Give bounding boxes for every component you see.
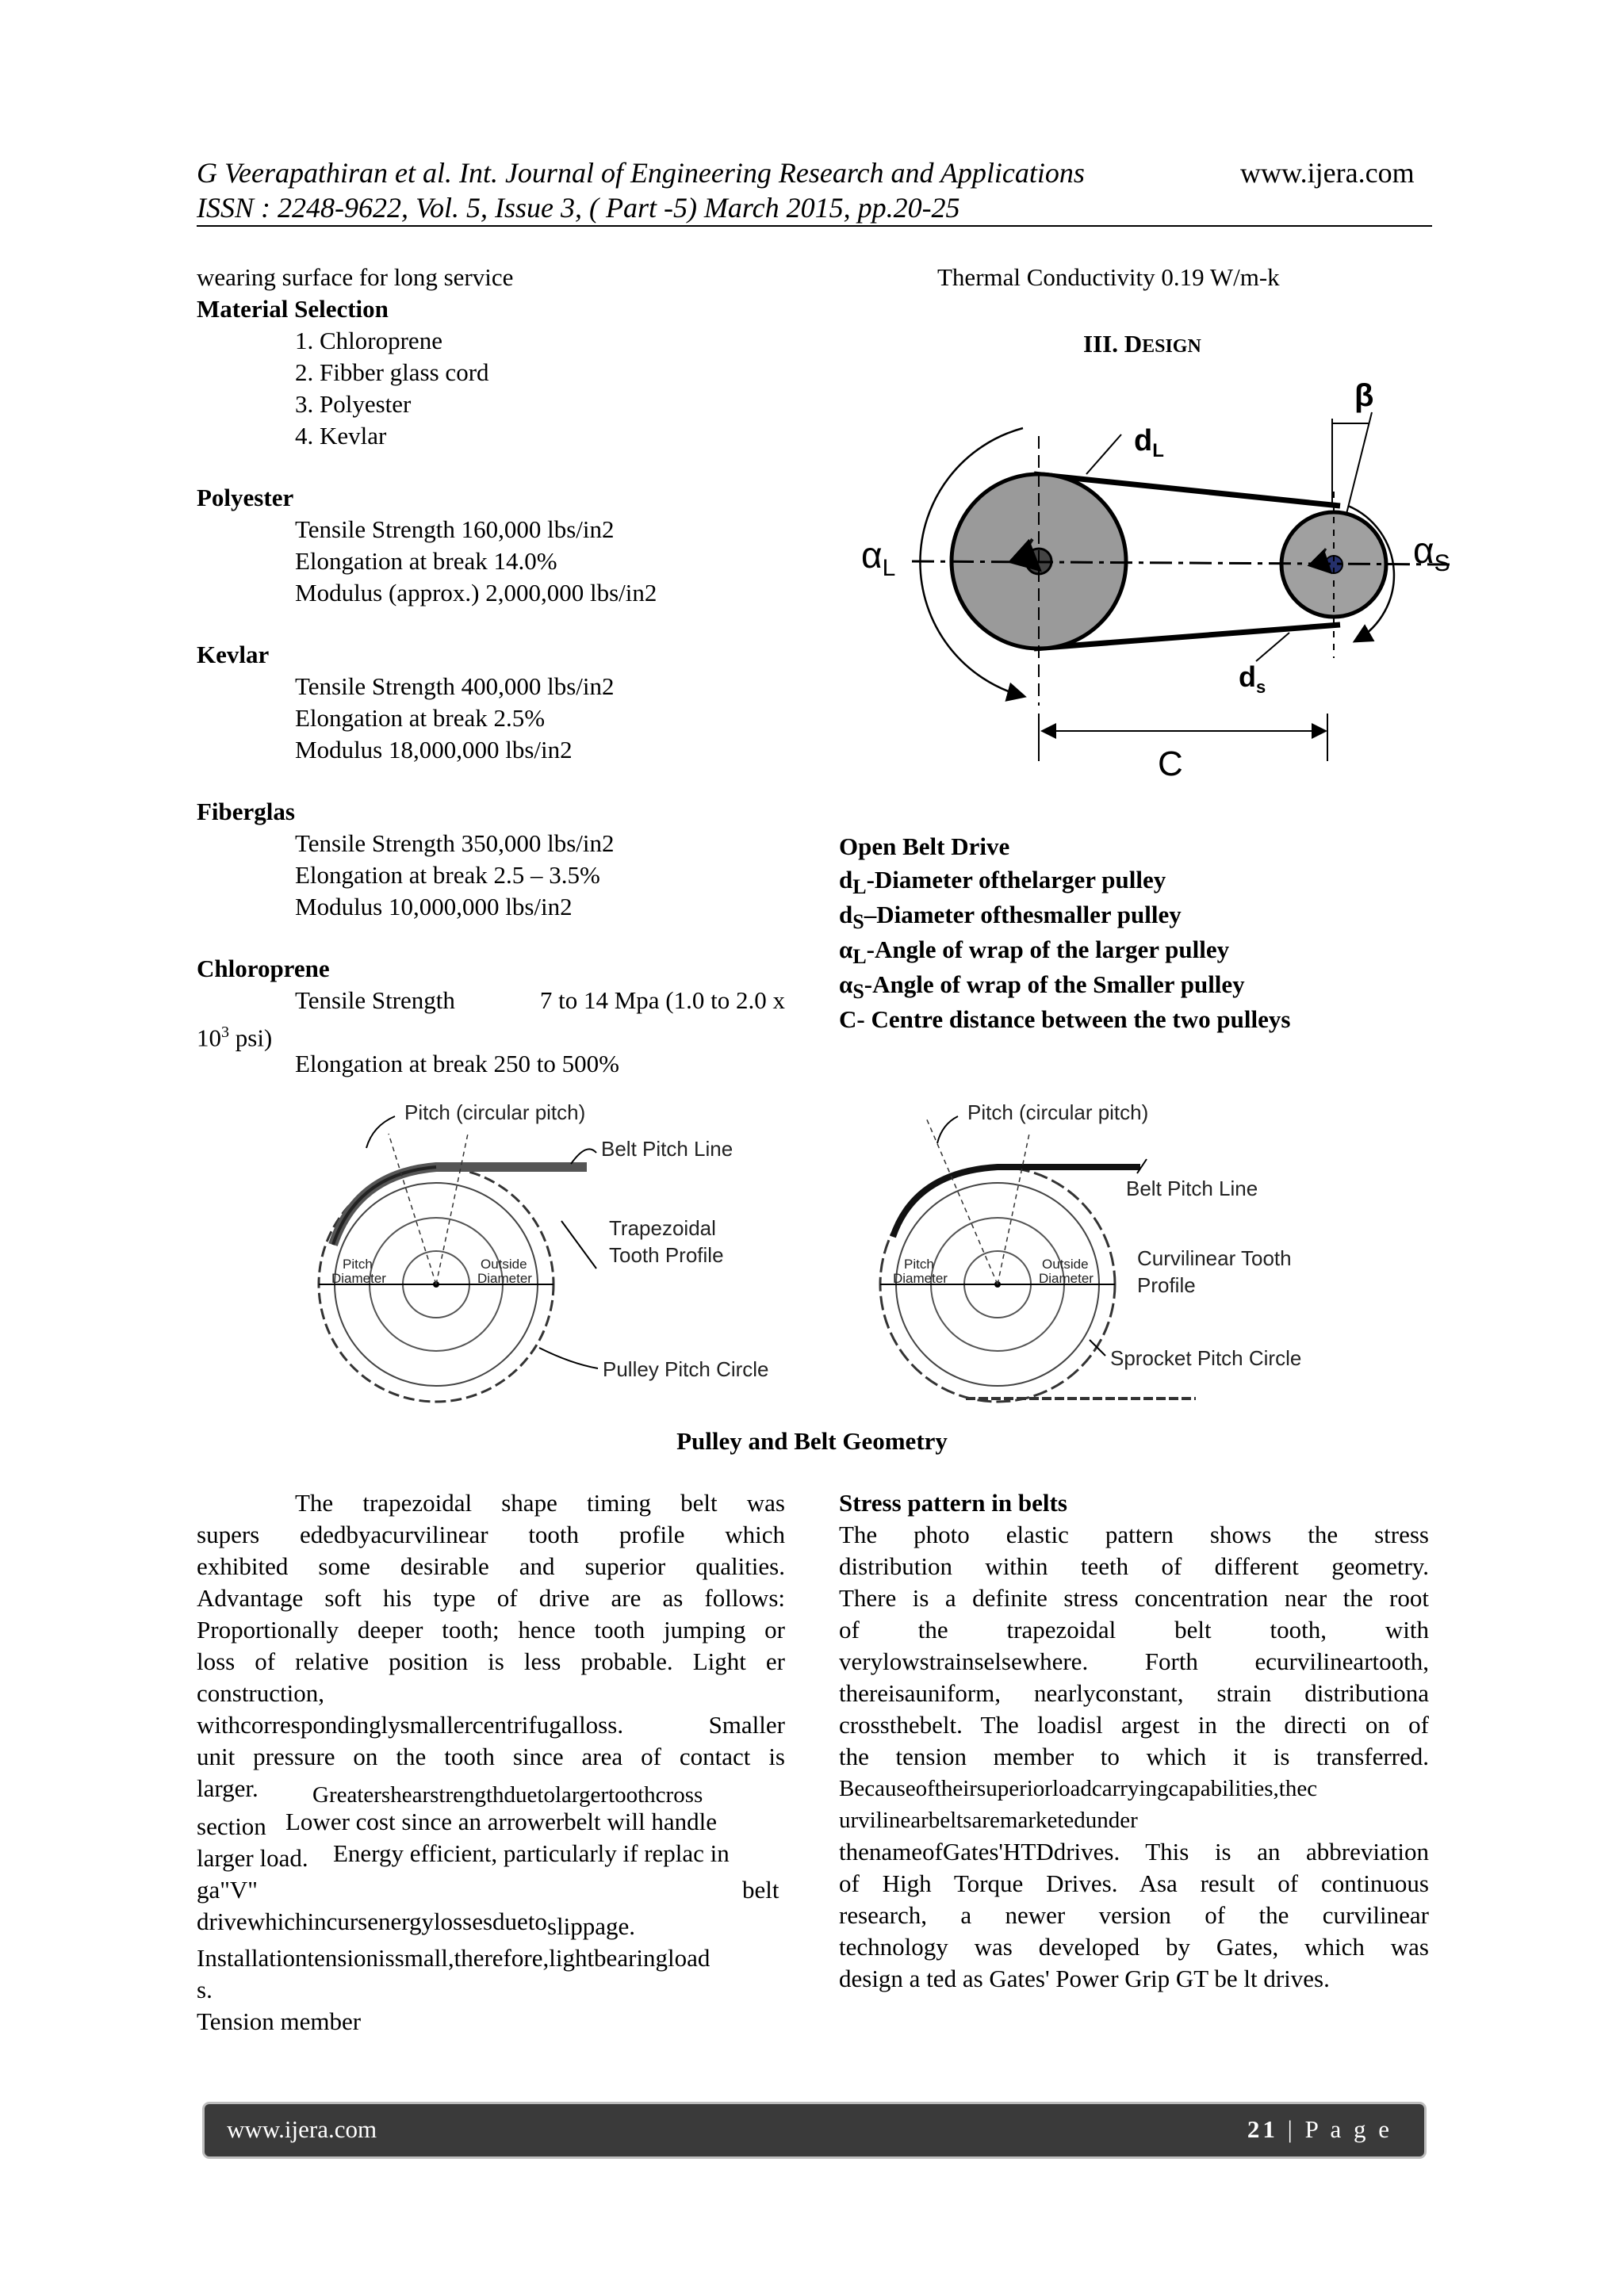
section-heading bbox=[1083, 328, 1201, 362]
pitch-leader bbox=[366, 1116, 395, 1148]
circle-leader bbox=[539, 1348, 598, 1368]
stress-line-text: distribution within teeth of different geometry. bbox=[839, 1552, 1429, 1580]
stress-line-text: of the trapezoidal belt tooth, with bbox=[839, 1616, 1429, 1644]
belt-pitch-line-label: Belt Pitch Line bbox=[1126, 1177, 1258, 1200]
section-number: III. D bbox=[1083, 330, 1143, 358]
para-line-10: Greatershearstrengthduetolargertoothcross bbox=[312, 1782, 703, 1808]
kevlar-elongation: Elongation at break 2.5% bbox=[295, 704, 546, 732]
legend-alpha-l bbox=[839, 934, 1229, 973]
stress-line-text: crossthebelt. The loadisl argest in the directi on of bbox=[839, 1711, 1429, 1739]
kevlar-heading: Kevlar bbox=[197, 641, 270, 668]
alpha-s-label: $\alpha_S$ bbox=[1413, 530, 1450, 576]
chloroprene-tensile-value: 7 to 14 Mpa (1.0 to 2.0 x bbox=[539, 986, 785, 1014]
para-line-20: s. bbox=[197, 1976, 213, 2003]
para-line-2 bbox=[197, 1551, 785, 1582]
stress-line-5 bbox=[839, 1678, 1429, 1709]
belt-pitch-line-label: Belt Pitch Line bbox=[601, 1137, 733, 1161]
chloroprene-tensile-cont bbox=[197, 1016, 272, 1054]
legend-sub: S bbox=[852, 980, 864, 1004]
kevlar-modulus: Modulus 18,000,000 lbs/in2 bbox=[295, 736, 573, 763]
curvilinear-geometry-figure bbox=[871, 1102, 1378, 1419]
legend-text: –Diameter ofthesmaller pulley bbox=[864, 901, 1182, 928]
para-line-text: Proportionally deeper tooth; hence tooth jumping or bbox=[197, 1616, 785, 1644]
diameter-small-label: Diameter bbox=[331, 1271, 386, 1286]
ds-leader bbox=[1256, 633, 1289, 661]
para-line-4 bbox=[197, 1614, 785, 1646]
legend-sym: α bbox=[839, 970, 853, 998]
stress-line-text: of High Torque Drives. Asa result of continuous bbox=[839, 1869, 1429, 1897]
stress-line-text: thenameofGates'HTDdrives. This is an abbreviation bbox=[839, 1838, 1429, 1866]
exp-tail: psi) bbox=[229, 1024, 273, 1052]
para-line-text: drivewhichincursenergylossesdueto bbox=[197, 1908, 547, 1935]
intro-line: wearing surface for long service bbox=[197, 263, 514, 291]
para-line-5 bbox=[197, 1646, 785, 1678]
ds-label: $d_s$ bbox=[1239, 660, 1266, 697]
c-label: C bbox=[1158, 744, 1183, 783]
belt-line-leader bbox=[571, 1149, 596, 1164]
journal-website[interactable]: www.ijera.com bbox=[1240, 157, 1415, 189]
para-line-8 bbox=[197, 1741, 785, 1773]
para-line-16: belt bbox=[742, 1876, 779, 1904]
para-line-text: unit pressure on the tooth since area of contact is bbox=[197, 1743, 785, 1770]
belt-drive-diagram bbox=[848, 373, 1483, 785]
stress-line-4 bbox=[839, 1646, 1429, 1678]
material-item: 2. Fibber glass cord bbox=[295, 358, 489, 386]
para-line-text: The trapezoidal shape timing belt was bbox=[295, 1489, 785, 1517]
profile-label-2: Tooth Profile bbox=[609, 1243, 724, 1267]
stress-line-text: research, a newer version of the curvilinear bbox=[839, 1901, 1429, 1929]
pitch-leader bbox=[937, 1116, 958, 1143]
para-line-text: exhibited some desirable and superior qualities. bbox=[197, 1552, 785, 1580]
diameter-small-label: Diameter bbox=[893, 1271, 948, 1286]
para-line-6: construction, bbox=[197, 1679, 324, 1707]
fiberglas-heading: Fiberglas bbox=[197, 798, 295, 825]
pitch-ray-2 bbox=[436, 1134, 468, 1284]
para-line-text: withcorrespondinglysmallercentrifugalloss. Smaller bbox=[197, 1711, 785, 1739]
pitch-small-label: Pitch bbox=[904, 1257, 934, 1272]
stress-line-text: technology was developed by Gates, which was bbox=[839, 1933, 1429, 1961]
belt-section bbox=[893, 1167, 1140, 1237]
pitch-ray-2 bbox=[998, 1134, 1029, 1284]
legend-text: -Diameter ofthelarger pulley bbox=[866, 866, 1166, 894]
legend-sym: d bbox=[839, 866, 853, 894]
para-line-15: ga"V" bbox=[197, 1876, 258, 1904]
para-line-19: Installationtensionissmall,therefore,lightbearingload bbox=[197, 1944, 710, 1972]
legend-sub: L bbox=[852, 875, 867, 899]
stress-line-13 bbox=[839, 1931, 1429, 1963]
polyester-modulus: Modulus (approx.) 2,000,000 lbs/in2 bbox=[295, 579, 657, 607]
thermal-conductivity: Thermal Conductivity 0.19 W/m-k bbox=[937, 263, 1280, 291]
journal-title: G Veerapathiran et al. Int. Journal of Engineering Research and Applications bbox=[197, 157, 1085, 189]
exp-base: 10 bbox=[197, 1024, 221, 1052]
fiberglas-tensile: Tensile Strength 350,000 lbs/in2 bbox=[295, 829, 615, 857]
legend-text: -Angle of wrap of the Smaller pulley bbox=[864, 970, 1245, 998]
outside-small-label: Outside bbox=[481, 1257, 527, 1272]
kevlar-tensile: Tensile Strength 400,000 lbs/in2 bbox=[295, 672, 615, 700]
para-line-13: larger load. bbox=[197, 1844, 308, 1872]
para-line-text: Advantage soft his type of drive are as follows: bbox=[197, 1584, 785, 1612]
stress-line-14: design a ted as Gates' Power Grip GT be lt drives. bbox=[839, 1965, 1330, 1992]
legend-ds bbox=[839, 899, 1182, 938]
chloroprene-heading: Chloroprene bbox=[197, 955, 330, 982]
stress-line-2 bbox=[839, 1582, 1429, 1614]
stress-line-9: urvilinearbeltsaremarketedunder bbox=[839, 1808, 1138, 1833]
section-rest: ESIGN bbox=[1142, 336, 1201, 357]
profile-label-1: Curvilinear Tooth bbox=[1137, 1246, 1292, 1270]
legend-c: C- Centre distance between the two pulleys bbox=[839, 1005, 1291, 1033]
circle-leader bbox=[1090, 1340, 1105, 1356]
diameter2-small-label: Diameter bbox=[1039, 1271, 1094, 1286]
circle-label: Sprocket Pitch Circle bbox=[1110, 1346, 1302, 1370]
pitch-small-label: Pitch bbox=[343, 1257, 373, 1272]
para-line-0 bbox=[295, 1487, 785, 1519]
legend-dl bbox=[839, 864, 1166, 903]
exp-sup: 3 bbox=[221, 1024, 229, 1041]
para-line-9: larger. bbox=[197, 1774, 259, 1802]
issn-line: ISSN : 2248-9622, Vol. 5, Issue 3, ( Part -5) March 2015, pp.20-25 bbox=[197, 192, 960, 224]
legend-sym: d bbox=[839, 901, 853, 928]
para-line-12: Lower cost since an arrowerbelt will handle bbox=[285, 1808, 718, 1835]
stress-line-text: the tension member to which it is transferred. bbox=[839, 1743, 1429, 1770]
para-line-7 bbox=[197, 1709, 785, 1741]
chloroprene-tensile-label: Tensile Strength bbox=[295, 986, 455, 1014]
legend-title: Open Belt Drive bbox=[839, 832, 1010, 860]
circle-label: Pulley Pitch Circle bbox=[603, 1357, 769, 1381]
legend-sub: S bbox=[852, 910, 864, 934]
stress-line-11 bbox=[839, 1868, 1429, 1900]
page-number: 21 bbox=[1247, 2115, 1278, 2143]
figure-caption: Pulley and Belt Geometry bbox=[676, 1427, 948, 1455]
footer-website[interactable]: www.ijera.com bbox=[227, 2115, 377, 2143]
stress-heading: Stress pattern in belts bbox=[839, 1489, 1067, 1517]
legend-sym: α bbox=[839, 936, 853, 963]
alpha-l-label: $\alpha_L$ bbox=[861, 534, 896, 581]
material-heading: Material Selection bbox=[197, 295, 389, 323]
dl-leader bbox=[1086, 434, 1121, 474]
stress-line-12 bbox=[839, 1900, 1429, 1931]
para-line-21: Tension member bbox=[197, 2007, 362, 2035]
fiberglas-modulus: Modulus 10,000,000 lbs/in2 bbox=[295, 893, 573, 920]
profile-label-2: Profile bbox=[1137, 1273, 1196, 1297]
pitch-label: Pitch (circular pitch) bbox=[967, 1102, 1149, 1124]
stress-line-7 bbox=[839, 1741, 1429, 1773]
para-line-text: loss of relative position is less probable. Light er bbox=[197, 1647, 785, 1675]
page-label: | P a g e bbox=[1277, 2115, 1392, 2143]
header-rule bbox=[197, 225, 1432, 227]
fiberglas-elongation: Elongation at break 2.5 – 3.5% bbox=[295, 861, 600, 889]
dl-label: $d_L$ bbox=[1134, 424, 1164, 461]
chloroprene-elongation: Elongation at break 250 to 500% bbox=[295, 1050, 619, 1077]
para-line-text: supers ededbyacurvilinear tooth profile which bbox=[197, 1521, 785, 1548]
stress-line-1 bbox=[839, 1551, 1429, 1582]
para-line-14: Energy efficient, particularly if replac in bbox=[333, 1839, 730, 1867]
legend-sub: L bbox=[852, 945, 867, 969]
stress-line-3 bbox=[839, 1614, 1429, 1646]
outside-small-label: Outside bbox=[1042, 1257, 1089, 1272]
stress-line-text: The photo elastic pattern shows the stress bbox=[839, 1521, 1429, 1548]
material-item: 3. Polyester bbox=[295, 390, 412, 418]
para-line-text: slippage. bbox=[546, 1912, 635, 1940]
polyester-heading: Polyester bbox=[197, 484, 294, 511]
stress-line-8: Becauseoftheirsuperiorloadcarryingcapabilities,thec bbox=[839, 1776, 1318, 1801]
material-item: 1. Chloroprene bbox=[295, 327, 442, 354]
para-line-1 bbox=[197, 1519, 785, 1551]
stress-line-6 bbox=[839, 1709, 1429, 1741]
stress-line-text: thereisauniform, nearlyconstant, strain distributiona bbox=[839, 1679, 1429, 1707]
stress-line-0 bbox=[839, 1519, 1429, 1551]
page-footer bbox=[205, 2104, 1424, 2156]
polyester-tensile: Tensile Strength 160,000 lbs/in2 bbox=[295, 515, 615, 543]
diameter2-small-label: Diameter bbox=[477, 1271, 532, 1286]
material-item: 4. Kevlar bbox=[295, 422, 387, 450]
stress-line-10 bbox=[839, 1836, 1429, 1868]
para-line-17 bbox=[197, 1906, 635, 1938]
profile-leader bbox=[561, 1221, 596, 1269]
trapezoidal-geometry-figure bbox=[309, 1102, 817, 1419]
beta-slant-line bbox=[1346, 412, 1372, 514]
stress-line-text: There is a definite stress concentration near the root bbox=[839, 1584, 1429, 1612]
pitch-label: Pitch (circular pitch) bbox=[404, 1102, 586, 1124]
para-line-3 bbox=[197, 1582, 785, 1614]
beta-label: β bbox=[1354, 378, 1374, 413]
para-line-11: section bbox=[197, 1812, 266, 1840]
footer-page bbox=[1247, 2115, 1392, 2144]
legend-text: -Angle of wrap of the larger pulley bbox=[866, 936, 1230, 963]
polyester-elongation: Elongation at break 14.0% bbox=[295, 547, 557, 575]
legend-alpha-s bbox=[839, 969, 1245, 1008]
stress-line-text: verylowstrainselsewhere. Forth ecurvilineartooth, bbox=[839, 1647, 1429, 1675]
profile-label-1: Trapezoidal bbox=[609, 1216, 716, 1240]
